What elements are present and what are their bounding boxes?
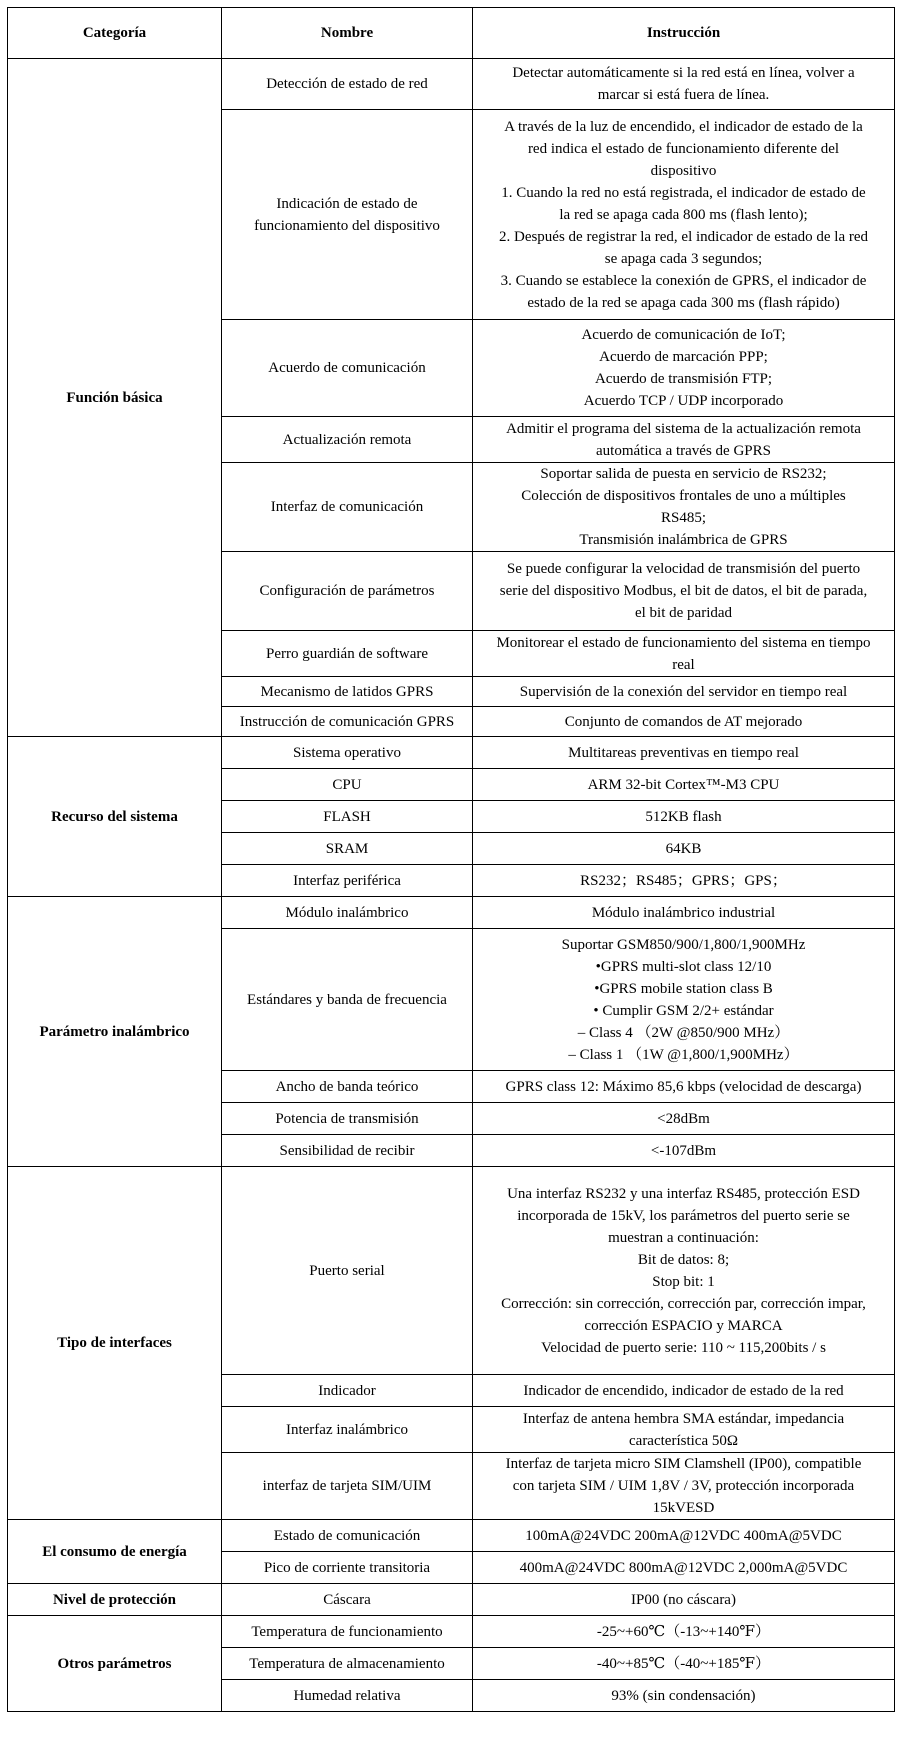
table-row <box>8 897 895 929</box>
instruction-cell <box>473 552 895 631</box>
cell-text-line: IP00 (no cáscara) <box>631 1591 736 1608</box>
table-row <box>8 1616 895 1648</box>
cell-text-line: Acuerdo TCP / UDP incorporado <box>583 393 784 409</box>
cell-text-line: Detección de estado de red <box>266 76 428 92</box>
cell-text-line: funcionamiento del dispositivo <box>254 217 440 234</box>
cell-text-line: Mecanismo de latidos GPRS <box>260 683 434 700</box>
cell-text-line: Stop bit: 1 <box>652 1273 715 1290</box>
cell-text-line: – Class 4 （2W @850/900 MHz） <box>577 1024 790 1041</box>
cell-text-line: •GPRS multi-slot class 12/10 <box>595 958 772 975</box>
cell-text-line: interfaz de tarjeta SIM/UIM <box>262 1478 432 1494</box>
cell-text-line: Interfaz de tarjeta micro SIM Clamshell (IP00), compatible <box>505 1456 862 1472</box>
cell-text-line: Acuerdo de transmisión FTP; <box>594 371 773 387</box>
cell-text-line: Interfaz de comunicación <box>270 499 424 515</box>
cell-text-line: Colección de dispositivos frontales de uno a múltiples <box>521 488 846 504</box>
table-row <box>8 737 895 769</box>
cell-text-line: CPU <box>332 776 362 793</box>
cell-text-line: Indicación de estado de <box>276 195 418 212</box>
cell-text-line: Acuerdo de marcación PPP; <box>599 349 768 365</box>
instruction-cell <box>473 1520 895 1552</box>
cell-text-line: 2. Después de registrar la red, el indicador de estado de la red <box>498 228 869 245</box>
cell-text-line: Interfaz periférica <box>293 872 401 889</box>
cell-text-line: RS485; <box>660 510 706 526</box>
name-cell <box>222 769 473 801</box>
cell-text-line: Pico de corriente transitoria <box>263 1559 431 1576</box>
table-row <box>8 1167 895 1375</box>
instruction-cell <box>473 1648 895 1680</box>
category-cell-otros-parametros: Otros parámetros <box>8 1616 222 1712</box>
category-cell-recurso-del-sistema: Recurso del sistema <box>8 737 222 897</box>
cell-text-line: -25~+60℃（-13~+140℉） <box>596 1623 771 1640</box>
name-cell <box>222 110 473 320</box>
name-cell <box>222 1453 473 1520</box>
cell-text-line: Módulo inalámbrico industrial <box>591 904 776 921</box>
instruction-cell <box>473 1071 895 1103</box>
header-category: Categoría <box>8 8 222 59</box>
cell-text-line: 93% (sin condensación) <box>611 1687 756 1704</box>
instruction-cell <box>473 1167 895 1375</box>
cell-text-line: Multitareas preventivas en tiempo real <box>568 744 799 761</box>
instruction-cell <box>473 769 895 801</box>
name-cell <box>222 677 473 707</box>
category-cell-parametro-inalambrico: Parámetro inalámbrico <box>8 897 222 1167</box>
cell-text-line: Una interfaz RS232 y una interfaz RS485, protección ESD <box>507 1185 860 1202</box>
name-cell <box>222 707 473 737</box>
cell-text-line: Perro guardián de software <box>265 645 429 662</box>
category-cell-el-consumo-de-energia: El consumo de energía <box>8 1520 222 1584</box>
cell-text-line: Suportar GSM850/900/1,800/1,900MHz <box>561 936 806 953</box>
name-cell <box>222 1680 473 1712</box>
cell-text-line: -40~+85℃（-40~+185℉） <box>596 1655 771 1672</box>
name-cell <box>222 59 473 110</box>
category-cell-nivel-de-proteccion: Nivel de protección <box>8 1584 222 1616</box>
instruction-cell <box>473 320 895 417</box>
cell-text-line: 512KB flash <box>645 808 722 825</box>
cell-text-line: incorporada de 15kV, los parámetros del puerto serie se <box>517 1207 850 1224</box>
name-cell <box>222 929 473 1071</box>
instruction-cell <box>473 417 895 463</box>
cell-text-line: Potencia de transmisión <box>275 1110 419 1127</box>
instruction-cell <box>473 737 895 769</box>
category-cell-tipo-de-interfaces: Tipo de interfaces <box>8 1167 222 1520</box>
category-cell-funcion-basica: Función básica <box>8 59 222 737</box>
cell-text-line: Supervisión de la conexión del servidor en tiempo real <box>519 683 848 700</box>
cell-text-line: FLASH <box>323 808 371 825</box>
table-row <box>8 1584 895 1616</box>
name-cell <box>222 1135 473 1167</box>
instruction-cell <box>473 463 895 552</box>
cell-text-line: Puerto serial <box>309 1262 385 1279</box>
cell-text-line: Sensibilidad de recibir <box>279 1142 415 1159</box>
instruction-cell <box>473 631 895 677</box>
name-cell <box>222 463 473 552</box>
cell-text-line: Transmisión inalámbrica de GPRS <box>579 532 788 548</box>
cell-text-line: Corrección: sin corrección, corrección par, corrección impar, <box>501 1295 866 1312</box>
instruction-cell <box>473 865 895 897</box>
cell-text-line: Soportar salida de puesta en servicio de RS232; <box>540 466 827 482</box>
instruction-cell <box>473 1407 895 1453</box>
cell-text-line: Acuerdo de comunicación de IoT; <box>581 327 786 343</box>
cell-text-line: Monitorear el estado de funcionamiento del sistema en tiempo <box>496 634 871 651</box>
cell-text-line: Humedad relativa <box>293 1687 401 1704</box>
name-cell <box>222 897 473 929</box>
cell-text-line: 3. Cuando se establece la conexión de GPRS, el indicador de <box>500 272 867 289</box>
cell-text-line: <-107dBm <box>650 1142 717 1159</box>
name-cell <box>222 552 473 631</box>
name-cell <box>222 1167 473 1375</box>
cell-text-line: SRAM <box>325 840 369 857</box>
name-cell <box>222 833 473 865</box>
cell-text-line: serie del dispositivo Modbus, el bit de datos, el bit de parada, <box>499 583 868 599</box>
specification-table <box>7 7 895 1712</box>
cell-text-line: – Class 1 （1W @1,800/1,900MHz） <box>568 1046 799 1063</box>
cell-text-line: automática a través de GPRS <box>596 442 771 459</box>
table-body <box>8 59 895 1712</box>
name-cell <box>222 1375 473 1407</box>
name-cell <box>222 1071 473 1103</box>
name-cell <box>222 865 473 897</box>
cell-text-line: Módulo inalámbrico <box>285 904 409 921</box>
cell-text-line: muestran a continuación: <box>608 1229 759 1246</box>
table-row <box>8 1520 895 1552</box>
instruction-cell <box>473 897 895 929</box>
instruction-cell <box>473 1680 895 1712</box>
cell-text-line: Se puede configurar la velocidad de transmisión del puerto <box>506 561 861 577</box>
cell-text-line: dispositivo <box>650 162 717 179</box>
name-cell <box>222 1520 473 1552</box>
cell-text-line: RS232；RS485；GPRS；GPS； <box>580 872 787 889</box>
name-cell <box>222 417 473 463</box>
cell-text-line: Interfaz inalámbrico <box>285 1421 408 1438</box>
cell-text-line: red indica el estado de funcionamiento diferente del <box>527 140 840 157</box>
header-name: Nombre <box>222 8 473 59</box>
cell-text-line: 100mA@24VDC 200mA@12VDC 400mA@5VDC <box>525 1527 842 1544</box>
cell-text-line: 64KB <box>665 840 702 857</box>
instruction-cell <box>473 1584 895 1616</box>
cell-text-line: la red se apaga cada 800 ms (flash lento); <box>559 206 808 223</box>
cell-text-line: el bit de paridad <box>634 605 733 621</box>
cell-text-line: Interfaz de antena hembra SMA estándar, impedancia <box>522 1410 845 1427</box>
cell-text-line: Indicador de encendido, indicador de estado de la red <box>523 1382 844 1399</box>
cell-text-line: Conjunto de comandos de AT mejorado <box>564 713 803 730</box>
name-cell <box>222 1103 473 1135</box>
cell-text-line: marcar si está fuera de línea. <box>597 87 770 103</box>
name-cell <box>222 737 473 769</box>
name-cell <box>222 1584 473 1616</box>
header-row <box>8 8 895 59</box>
cell-text-line: Ancho de banda teórico <box>275 1078 419 1095</box>
instruction-cell <box>473 833 895 865</box>
cell-text-line: real <box>672 656 695 673</box>
cell-text-line: Bit de datos: 8; <box>637 1251 730 1268</box>
cell-text-line: 1. Cuando la red no está registrada, el indicador de estado de <box>501 184 866 201</box>
cell-text-line: corrección ESPACIO y MARCA <box>584 1317 783 1334</box>
name-cell <box>222 1616 473 1648</box>
cell-text-line: Instrucción de comunicación GPRS <box>239 713 455 730</box>
name-cell <box>222 1407 473 1453</box>
instruction-cell <box>473 801 895 833</box>
cell-text-line: Actualización remota <box>282 431 412 448</box>
cell-text-line: GPRS class 12: Máximo 85,6 kbps (velocidad de descarga) <box>505 1078 862 1095</box>
instruction-cell <box>473 1453 895 1520</box>
table-row <box>8 59 895 110</box>
instruction-cell <box>473 677 895 707</box>
cell-text-line: Cáscara <box>323 1591 371 1608</box>
name-cell <box>222 1648 473 1680</box>
cell-text-line: • Cumplir GSM 2/2+ estándar <box>593 1002 774 1019</box>
cell-text-line: 400mA@24VDC 800mA@12VDC 2,000mA@5VDC <box>519 1559 848 1576</box>
instruction-cell <box>473 110 895 320</box>
cell-text-line: Detectar automáticamente si la red está en línea, volver a <box>512 65 855 81</box>
cell-text-line: Admitir el programa del sistema de la actualización remota <box>506 420 861 437</box>
cell-text-line: Estándares y banda de frecuencia <box>247 991 447 1008</box>
instruction-cell <box>473 929 895 1071</box>
cell-text-line: A través de la luz de encendido, el indicador de estado de la <box>504 118 863 135</box>
instruction-cell <box>473 1552 895 1584</box>
cell-text-line: Temperatura de almacenamiento <box>249 1655 445 1672</box>
cell-text-line: ARM 32-bit Cortex™-M3 CPU <box>587 776 780 793</box>
cell-text-line: con tarjeta SIM / UIM 1,8V / 3V, protección incorporada <box>512 1478 855 1494</box>
instruction-cell <box>473 1103 895 1135</box>
cell-text-line: Indicador <box>318 1382 376 1399</box>
instruction-cell <box>473 59 895 110</box>
instruction-cell <box>473 707 895 737</box>
instruction-cell <box>473 1135 895 1167</box>
cell-text-line: Estado de comunicación <box>273 1527 421 1544</box>
cell-text-line: 15kVESD <box>652 1500 715 1516</box>
header-instruction: Instrucción <box>473 8 895 59</box>
instruction-cell <box>473 1616 895 1648</box>
cell-text-line: característica 50Ω <box>629 1432 738 1449</box>
cell-text-line: <28dBm <box>657 1110 710 1127</box>
cell-text-line: Configuración de parámetros <box>259 583 435 599</box>
cell-text-line: Sistema operativo <box>293 744 401 761</box>
name-cell <box>222 1552 473 1584</box>
cell-text-line: Temperatura de funcionamiento <box>251 1623 443 1640</box>
instruction-cell <box>473 1375 895 1407</box>
cell-text-line: estado de la red se apaga cada 300 ms (flash rápido) <box>527 294 840 311</box>
name-cell <box>222 320 473 417</box>
name-cell <box>222 631 473 677</box>
cell-text-line: •GPRS mobile station class B <box>594 980 773 997</box>
cell-text-line: se apaga cada 3 segundos; <box>604 250 763 267</box>
cell-text-line: Velocidad de puerto serie: 110 ~ 115,200bits / s <box>541 1339 826 1356</box>
name-cell <box>222 801 473 833</box>
cell-text-line: Acuerdo de comunicación <box>268 360 426 376</box>
